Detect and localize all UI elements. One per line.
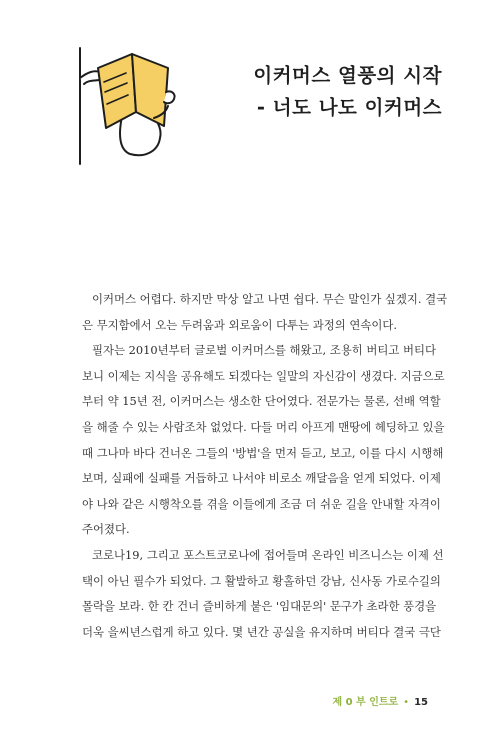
paragraph-2-line-5: 때 그나마 바다 건너온 그들의 '방법'을 먼저 듣고, 보고, 이를 다시 시행해 (82, 445, 444, 460)
paragraph-2-line-3: 부터 약 15년 전, 이커머스는 생소한 단어였다. 전문가는 물론, 선배 역할 (82, 394, 441, 409)
paragraph-2-line-6: 보며, 실패에 실패를 거듭하고 나서야 비로소 깨달음을 얻게 되었다. 이제 (82, 471, 441, 486)
paragraph-3-line-4: 더욱 을씨년스럽게 하고 있다. 몇 년간 공실을 유지하며 버티다 결국 극단 (82, 624, 441, 639)
chapter-title (253, 60, 442, 124)
chapter-title-line-2: - 너도 나도 이커머스 (256, 96, 442, 119)
paragraph-2-line-1: 필자는 2010년부터 글로벌 이커머스를 해왔고, 조용히 버티고 버티다 (92, 343, 437, 358)
part-label: 제 0 부 인트로 (332, 697, 399, 708)
page-number: 15 (414, 697, 428, 708)
paragraph-2-line-8: 주어졌다. (82, 522, 130, 537)
footer-separator: • (403, 697, 410, 708)
page-footer (332, 693, 428, 708)
paragraph-3-line-3: 몰락을 보라. 한 칸 건너 즐비하게 붙은 '임대문의' 문구가 초라한 풍경을 (82, 599, 437, 614)
paragraph-2-line-7: 야 나와 같은 시행착오를 겪을 이들에게 조금 더 쉬운 길을 안내할 자격이 (82, 496, 441, 511)
paragraph-3-line-1: 코로나19, 그리고 포스트코로나에 접어들며 온라인 비즈니스는 이제 선 (92, 547, 444, 562)
paragraph-2-line-2: 보니 이제는 지식을 공유해도 되겠다는 일말의 자신감이 생겼다. 지금으로 (82, 368, 445, 383)
person-reading-newspaper-illustration (70, 46, 180, 166)
paragraph-3-line-2: 택이 아닌 필수가 되었다. 그 활발하고 황홀하던 강남, 신사동 가로수길의 (82, 573, 441, 588)
paragraph-1-line-2: 은 무지함에서 오는 두려움과 외로움이 다투는 과정의 연속이다. (82, 317, 398, 332)
paragraph-2-line-4: 을 해줄 수 있는 사람조차 없었다. 다들 머리 아프게 맨땅에 헤딩하고 있을 (82, 419, 445, 434)
body-text (82, 287, 448, 645)
paragraph-1-line-1: 이커머스 어렵다. 하지만 막상 알고 나면 쉽다. 무슨 말인가 싶겠지. 결국 (92, 292, 448, 306)
chapter-title-line-1: 이커머스 열풍의 시작 (253, 64, 442, 87)
